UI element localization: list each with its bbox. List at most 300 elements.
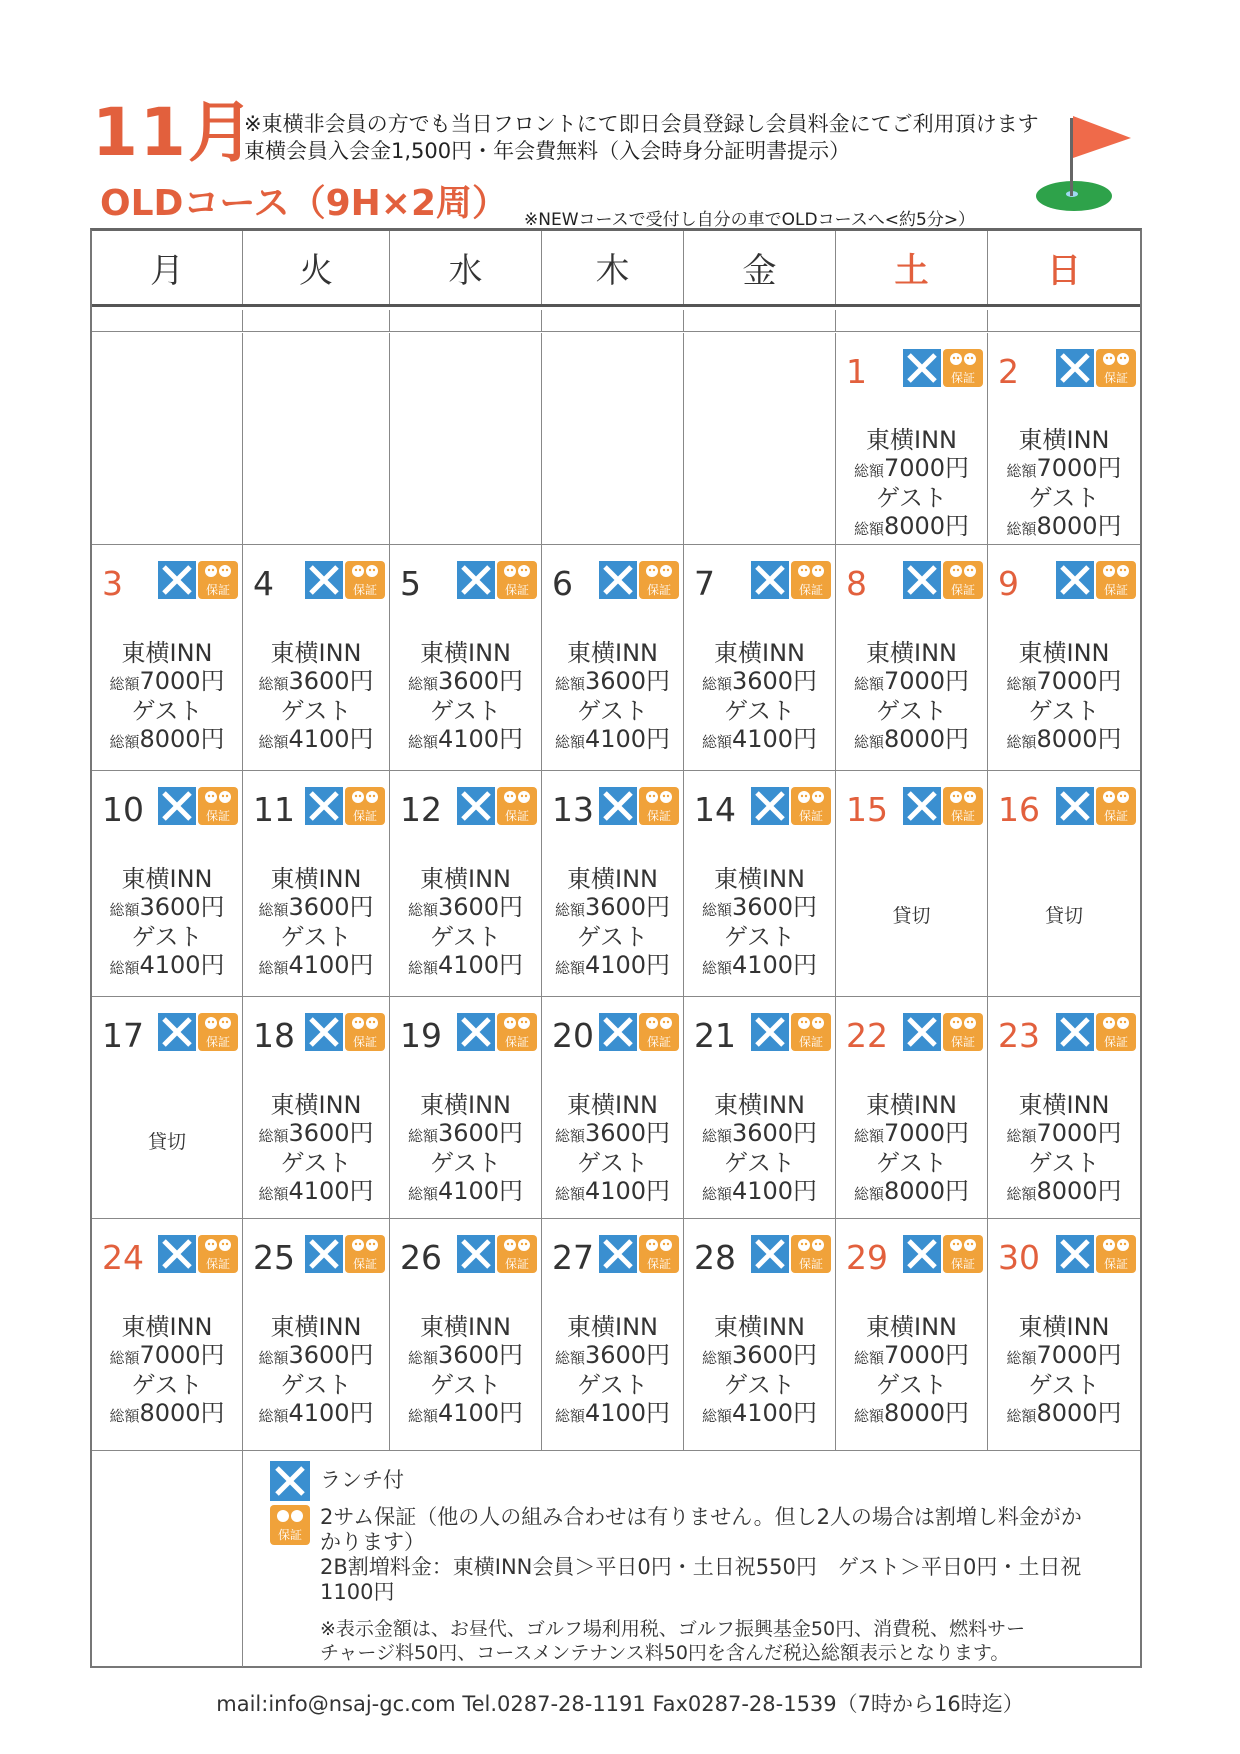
empty-cell	[684, 333, 836, 545]
price-info	[390, 866, 541, 982]
day-number: 22	[846, 1016, 888, 1055]
svg-text:保証: 保証	[950, 1257, 976, 1271]
member-price: 総額3600円	[109, 893, 225, 921]
day-cell	[243, 997, 390, 1219]
svg-text:保証: 保証	[1103, 1035, 1129, 1049]
two-some-guarantee-icon	[198, 1013, 238, 1051]
member-label: 東横INN	[714, 865, 805, 893]
guest-label: ゲスト	[280, 1149, 352, 1177]
guest-price: 総額4100円	[258, 1399, 374, 1427]
guest-label: ゲスト	[429, 1371, 502, 1399]
lunch-icon	[751, 787, 789, 825]
header-spacer-row	[92, 310, 1140, 332]
two-some-guarantee-icon	[943, 561, 983, 599]
day-number: 12	[400, 790, 442, 829]
two-some-guarantee-icon	[1096, 787, 1136, 825]
price-info	[243, 640, 389, 756]
price-info	[988, 1092, 1140, 1208]
member-price: 総額7000円	[853, 1119, 970, 1147]
day-cell	[92, 1219, 243, 1451]
two-some-guarantee-icon	[791, 1235, 831, 1273]
member-price: 総額3600円	[554, 667, 671, 695]
lunch-icon	[903, 1013, 941, 1051]
price-info	[684, 640, 835, 756]
guest-label: ゲスト	[875, 1371, 948, 1399]
day-icons	[751, 561, 831, 599]
notice-line-1: ※東横非会員の方でも当日フロントにて即日会員登録し会員料金にてご利用頂けます	[244, 112, 1039, 136]
day-icons	[751, 1013, 831, 1051]
lunch-icon	[1056, 787, 1094, 825]
svg-text:保証: 保証	[205, 1257, 231, 1271]
day-cell	[836, 1219, 988, 1451]
price-info	[390, 1092, 541, 1208]
svg-text:保証: 保証	[205, 1035, 231, 1049]
lunch-icon	[599, 1013, 637, 1051]
svg-text:保証: 保証	[1103, 809, 1129, 823]
empty-cell	[92, 333, 243, 545]
day-icons	[158, 561, 238, 599]
two-some-guarantee-icon	[198, 1235, 238, 1273]
member-price: 総額7000円	[1006, 1119, 1122, 1147]
day-number: 30	[998, 1238, 1040, 1277]
member-price: 総額3600円	[258, 1341, 374, 1369]
guest-price: 総額4100円	[701, 951, 818, 979]
two-some-guarantee-icon	[791, 787, 831, 825]
member-price: 総額3600円	[407, 667, 524, 695]
day-icons	[457, 1235, 537, 1273]
price-info	[243, 1314, 389, 1430]
day-cell	[988, 997, 1140, 1219]
lunch-icon	[751, 1235, 789, 1273]
lunch-icon	[158, 1013, 196, 1051]
member-label: 東横INN	[1018, 1091, 1110, 1119]
svg-text:保証: 保証	[205, 809, 231, 823]
guest-label: ゲスト	[723, 1149, 796, 1177]
price-info	[243, 1092, 389, 1208]
guest-label: ゲスト	[280, 1371, 352, 1399]
day-number: 5	[400, 564, 421, 603]
member-label: 東横INN	[420, 1313, 511, 1341]
guest-price: 総額8000円	[109, 1399, 225, 1427]
day-number: 27	[552, 1238, 594, 1277]
svg-text:保証: 保証	[798, 1257, 824, 1271]
svg-text:保証: 保証	[950, 809, 976, 823]
member-label: 東横INN	[270, 1313, 362, 1341]
day-icons	[599, 1235, 679, 1273]
two-some-guarantee-icon	[1096, 349, 1136, 387]
lunch-icon	[599, 1235, 637, 1273]
guest-label: ゲスト	[723, 1371, 796, 1399]
day-number: 20	[552, 1016, 594, 1055]
member-price: 総額3600円	[258, 893, 374, 921]
day-number: 23	[998, 1016, 1040, 1055]
two-some-guarantee-icon	[198, 787, 238, 825]
guest-label: ゲスト	[131, 697, 203, 725]
calendar-frame	[90, 228, 1142, 1668]
svg-text:保証: 保証	[352, 1035, 378, 1049]
guest-label: ゲスト	[280, 697, 352, 725]
empty-cell	[542, 333, 684, 545]
day-cell	[542, 545, 684, 771]
day-icons	[903, 349, 983, 387]
lunch-legend-text: ランチ付	[320, 1468, 404, 1492]
day-cell	[684, 997, 836, 1219]
price-info	[390, 1314, 541, 1430]
svg-text:保証: 保証	[504, 809, 530, 823]
guest-price: 総額8000円	[853, 725, 970, 753]
member-label: 東横INN	[420, 1091, 511, 1119]
price-info	[836, 1092, 987, 1208]
svg-text:保証: 保証	[1103, 583, 1129, 597]
guest-price: 総額8000円	[853, 1399, 970, 1427]
day-number: 18	[253, 1016, 295, 1055]
day-number: 6	[552, 564, 573, 603]
weekday-header	[92, 231, 1140, 307]
day-icons	[158, 1235, 238, 1273]
day-cell	[390, 997, 542, 1219]
day-number: 4	[253, 564, 274, 603]
day-number: 7	[694, 564, 715, 603]
price-info	[988, 1314, 1140, 1430]
guest-price: 総額4100円	[701, 1399, 818, 1427]
legend	[92, 1451, 1140, 1667]
member-price: 総額3600円	[407, 1341, 524, 1369]
day-number: 10	[102, 790, 144, 829]
two-some-guarantee-icon	[943, 1235, 983, 1273]
lunch-icon	[158, 561, 196, 599]
day-cell	[542, 771, 684, 997]
day-number: 3	[102, 564, 123, 603]
svg-text:保証: 保証	[798, 583, 824, 597]
day-cell	[243, 1219, 390, 1451]
two-some-guarantee-icon	[198, 561, 238, 599]
guest-label: ゲスト	[875, 697, 948, 725]
svg-text:保証: 保証	[646, 583, 672, 597]
two-some-legend-icon	[270, 1505, 310, 1545]
member-label: 東横INN	[1018, 1313, 1110, 1341]
price-info	[542, 866, 683, 982]
guest-price: 総額4100円	[554, 1177, 671, 1205]
two-some-guarantee-icon	[497, 1013, 537, 1051]
day-icons	[158, 1013, 238, 1051]
member-price: 総額7000円	[1006, 667, 1122, 695]
day-icons	[305, 561, 385, 599]
empty-cell	[243, 333, 390, 545]
lunch-icon	[457, 1235, 495, 1273]
lunch-icon	[903, 349, 941, 387]
day-cell	[390, 545, 542, 771]
member-label: 東横INN	[121, 639, 213, 667]
lunch-icon	[1056, 1013, 1094, 1051]
day-cell	[92, 771, 243, 997]
lunch-icon	[903, 1235, 941, 1273]
guest-price: 総額4100円	[701, 725, 818, 753]
member-price: 総額3600円	[701, 667, 818, 695]
golf-flag-icon	[1036, 112, 1186, 212]
day-icons	[751, 787, 831, 825]
svg-text:保証: 保証	[205, 583, 231, 597]
svg-text:保証: 保証	[646, 1257, 672, 1271]
lunch-icon	[457, 787, 495, 825]
two-some-guarantee-icon	[1096, 1235, 1136, 1273]
guest-label: ゲスト	[875, 484, 948, 512]
member-price: 総額7000円	[853, 667, 970, 695]
weekday-5: 金	[684, 231, 836, 304]
member-price: 総額3600円	[407, 1119, 524, 1147]
price-info	[92, 1314, 242, 1430]
two-some-guarantee-icon	[791, 561, 831, 599]
day-number: 25	[253, 1238, 295, 1277]
member-label: 東横INN	[420, 865, 511, 893]
svg-text:保証: 保証	[504, 583, 530, 597]
day-number: 2	[998, 352, 1019, 391]
day-cell	[836, 997, 988, 1219]
member-price: 総額3600円	[554, 1341, 671, 1369]
weekday-3: 水	[390, 231, 542, 304]
member-price: 総額3600円	[701, 1341, 818, 1369]
member-price: 総額3600円	[701, 893, 818, 921]
svg-text:保証: 保証	[646, 1035, 672, 1049]
two-some-guarantee-icon	[639, 561, 679, 599]
price-info	[92, 640, 242, 756]
svg-text:保証: 保証	[646, 809, 672, 823]
member-label: 東横INN	[714, 639, 805, 667]
member-price: 総額3600円	[701, 1119, 818, 1147]
member-price: 総額3600円	[554, 893, 671, 921]
two-some-guarantee-icon	[345, 1013, 385, 1051]
price-info	[542, 1314, 683, 1430]
lunch-icon	[751, 1013, 789, 1051]
two-some-guarantee-icon	[791, 1013, 831, 1051]
two-some-guarantee-icon	[497, 787, 537, 825]
svg-text:保証: 保証	[950, 371, 976, 385]
guest-price: 総額4100円	[554, 1399, 671, 1427]
price-info	[836, 1314, 987, 1430]
lunch-icon	[1056, 561, 1094, 599]
guest-label: ゲスト	[1028, 1149, 1100, 1177]
lunch-icon	[305, 1013, 343, 1051]
price-info	[988, 640, 1140, 756]
two-some-guarantee-icon	[1096, 1013, 1136, 1051]
calendar-grid	[92, 333, 1140, 1451]
weekday-1: 月	[92, 231, 243, 304]
svg-text:保証: 保証	[798, 1035, 824, 1049]
day-cell	[988, 1219, 1140, 1451]
member-label: 東横INN	[270, 639, 362, 667]
guest-price: 総額8000円	[1006, 1177, 1122, 1205]
lunch-icon	[457, 561, 495, 599]
month-title: 11月	[92, 94, 256, 171]
day-cell	[243, 545, 390, 771]
guest-price: 総額4100円	[554, 951, 671, 979]
two-some-guarantee-icon	[345, 1235, 385, 1273]
price-info	[836, 640, 987, 756]
member-label: 東横INN	[714, 1091, 805, 1119]
two-some-legend-text: 2サム保証（他の人の組み合わせは有りません。但し2人の場合は割増し料金がか かります） 2B割増料金：東横INN会員＞平日0円・土日祝550円 ゲスト＞平日0円・土日祝 1100円	[320, 1505, 1082, 1604]
day-icons	[158, 787, 238, 825]
member-label: 東横INN	[270, 1091, 362, 1119]
day-icons	[457, 561, 537, 599]
guest-label: ゲスト	[723, 697, 796, 725]
lunch-icon	[599, 561, 637, 599]
price-info	[243, 866, 389, 982]
guest-price: 総額4100円	[554, 725, 671, 753]
member-label: 東横INN	[270, 865, 362, 893]
guest-label: ゲスト	[1028, 1371, 1100, 1399]
day-number: 8	[846, 564, 867, 603]
day-number: 19	[400, 1016, 442, 1055]
member-label: 東横INN	[420, 639, 511, 667]
member-price: 総額7000円	[1006, 454, 1122, 482]
price-info	[542, 1092, 683, 1208]
member-label: 東横INN	[567, 865, 658, 893]
member-label: 東横INN	[567, 1091, 658, 1119]
day-number: 9	[998, 564, 1019, 603]
weekday-4: 木	[542, 231, 684, 304]
guest-price: 総額8000円	[853, 512, 970, 540]
day-icons	[1056, 787, 1136, 825]
lunch-icon	[457, 1013, 495, 1051]
day-icons	[1056, 349, 1136, 387]
day-icons	[1056, 561, 1136, 599]
lunch-icon	[305, 1235, 343, 1273]
guest-price: 総額4100円	[258, 1177, 374, 1205]
member-price: 総額7000円	[853, 1341, 970, 1369]
price-info	[542, 640, 683, 756]
guest-price: 総額4100円	[407, 1399, 524, 1427]
two-some-guarantee-icon	[639, 1013, 679, 1051]
day-icons	[903, 787, 983, 825]
svg-text:保証: 保証	[504, 1257, 530, 1271]
member-label: 東横INN	[866, 1313, 957, 1341]
guest-label: ゲスト	[131, 923, 203, 951]
guest-label: ゲスト	[576, 697, 649, 725]
two-some-guarantee-icon	[345, 561, 385, 599]
day-cell	[684, 545, 836, 771]
lunch-icon	[158, 1235, 196, 1273]
day-icons	[903, 1013, 983, 1051]
guest-label: ゲスト	[1028, 697, 1100, 725]
day-cell	[92, 545, 243, 771]
lunch-icon	[305, 787, 343, 825]
member-price: 総額3600円	[258, 1119, 374, 1147]
day-icons	[305, 787, 385, 825]
notice-line-2: 東横会員入会金1,500円・年会費無料（入会時身分証明書提示）	[244, 139, 851, 163]
svg-text:保証: 保証	[504, 1035, 530, 1049]
day-icons	[599, 787, 679, 825]
price-info	[684, 1314, 835, 1430]
day-icons	[305, 1013, 385, 1051]
day-icons	[305, 1235, 385, 1273]
day-number: 15	[846, 790, 888, 829]
day-number: 13	[552, 790, 594, 829]
day-cell	[836, 333, 988, 545]
day-number: 14	[694, 790, 736, 829]
price-note: ※表示金額は、お昼代、ゴルフ場利用税、ゴルフ振興基金50円、消費税、燃料サー チャージ料50円、コースメンテナンス料50円を含んだ税込総額表示となります。	[320, 1618, 1026, 1664]
two-some-guarantee-icon	[943, 787, 983, 825]
guest-label: ゲスト	[429, 697, 502, 725]
day-cell	[92, 997, 243, 1219]
price-info	[988, 427, 1140, 543]
day-icons	[457, 787, 537, 825]
two-some-guarantee-icon	[639, 1235, 679, 1273]
day-icons	[1056, 1013, 1136, 1051]
member-label: 東横INN	[567, 639, 658, 667]
guest-price: 総額4100円	[407, 725, 524, 753]
svg-text:保証: 保証	[950, 583, 976, 597]
member-label: 東横INN	[714, 1313, 805, 1341]
svg-text:保証: 保証	[950, 1035, 976, 1049]
day-icons	[751, 1235, 831, 1273]
guest-price: 総額8000円	[1006, 725, 1122, 753]
svg-text:保証: 保証	[1103, 371, 1129, 385]
day-cell	[836, 545, 988, 771]
member-label: 東横INN	[866, 1091, 957, 1119]
member-price: 総額7000円	[1006, 1341, 1122, 1369]
guest-price: 総額4100円	[109, 951, 225, 979]
guest-label: ゲスト	[280, 923, 352, 951]
guest-label: ゲスト	[131, 1371, 203, 1399]
guest-price: 総額8000円	[1006, 512, 1122, 540]
guest-label: ゲスト	[576, 1371, 649, 1399]
day-cell	[684, 1219, 836, 1451]
member-label: 東横INN	[567, 1313, 658, 1341]
day-cell	[684, 771, 836, 997]
member-label: 東横INN	[121, 865, 213, 893]
day-cell	[988, 545, 1140, 771]
day-cell	[988, 333, 1140, 545]
member-price: 総額7000円	[109, 667, 225, 695]
course-title: OLDコース（9H×2周）	[100, 183, 509, 224]
reserved-label: 貸切	[892, 905, 931, 927]
lunch-icon	[751, 561, 789, 599]
svg-text:保証: 保証	[352, 583, 378, 597]
day-cell	[243, 771, 390, 997]
guest-price: 総額4100円	[258, 951, 374, 979]
member-label: 東横INN	[866, 426, 957, 454]
day-icons	[1056, 1235, 1136, 1273]
member-label: 東横INN	[121, 1313, 213, 1341]
day-icons	[903, 1235, 983, 1273]
guest-price: 総額8000円	[109, 725, 225, 753]
two-some-guarantee-icon	[1096, 561, 1136, 599]
day-number: 1	[846, 352, 867, 391]
course-note: ※NEWコースで受付し自分の車でOLDコースへ<約5分>）	[524, 210, 976, 230]
day-cell	[542, 997, 684, 1219]
svg-text:保証: 保証	[1103, 1257, 1129, 1271]
day-number: 29	[846, 1238, 888, 1277]
svg-text:保証: 保証	[277, 1528, 303, 1542]
guest-price: 総額8000円	[1006, 1399, 1122, 1427]
lunch-icon	[305, 561, 343, 599]
weekday-2: 火	[243, 231, 390, 304]
day-number: 11	[253, 790, 295, 829]
two-some-guarantee-icon	[943, 349, 983, 387]
two-some-guarantee-icon	[345, 787, 385, 825]
empty-cell	[390, 333, 542, 545]
lunch-legend-icon	[270, 1461, 310, 1501]
guest-label: ゲスト	[429, 923, 502, 951]
day-number: 17	[102, 1016, 144, 1055]
two-some-guarantee-icon	[943, 1013, 983, 1051]
lunch-icon	[903, 561, 941, 599]
price-info	[684, 1092, 835, 1208]
member-label: 東横INN	[866, 639, 957, 667]
guest-label: ゲスト	[576, 923, 649, 951]
member-label: 東横INN	[1018, 426, 1110, 454]
member-label: 東横INN	[1018, 639, 1110, 667]
guest-price: 総額4100円	[258, 725, 374, 753]
